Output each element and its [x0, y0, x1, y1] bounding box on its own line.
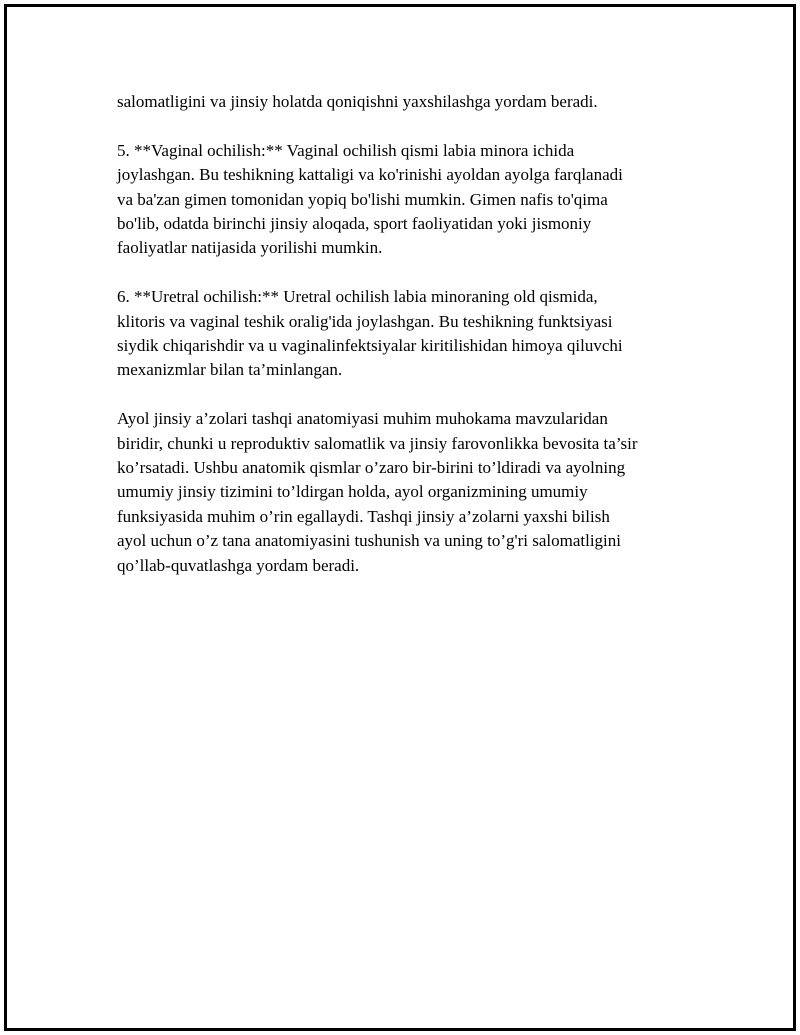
text-line: klitoris va vaginal teshik oralig'ida joylashgan. Bu teshikning funktsiyasi — [117, 311, 613, 331]
text-line: va ba'zan gimen tomonidan yopiq bo'lishi mumkin. Gimen nafis to'qima — [117, 189, 608, 209]
text-line: salomatligini va jinsiy holatda qoniqishni yaxshilashga yordam beradi. — [117, 92, 598, 111]
paragraph-conclusion — [117, 407, 717, 578]
text-line: funksiyasida muhim o’rin egallaydi. Tashqi jinsiy a’zolarni yaxshi bilish — [117, 506, 610, 526]
text-line: faoliyatlar natijasida yorilishi mumkin. — [117, 238, 383, 258]
text-line: joylashgan. Bu teshikning kattaligi va ko'rinishi ayoldan ayolga farqlanadi — [117, 165, 623, 185]
text-line: ayol uchun o’z tana anatomiyasini tushunish va uning to’g'ri salomatligini — [117, 531, 621, 551]
text-line: 5. **Vaginal ochilish:** Vaginal ochilish qismi labia minora ichida — [117, 140, 575, 160]
text-line: bo'lib, odatda birinchi jinsiy aloqada, sport faoliyatidan yoki jismoniy — [117, 214, 592, 234]
document-body — [117, 90, 717, 602]
paragraph-intro-continuation — [117, 90, 717, 114]
text-line: 6. **Uretral ochilish:** Uretral ochilish labia minoraning old qismida, — [117, 287, 598, 307]
text-line: qo’llab-quvatlashga yordam beradi. — [117, 555, 360, 575]
text-line: ko’rsatadi. Ushbu anatomik qismlar o’zaro bir-birini to’ldiradi va ayolning — [117, 458, 626, 478]
text-line: umumiy jinsiy tizimini to’ldirgan holda, ayol organizmining umumiy — [117, 482, 588, 502]
paragraph-vaginal-ochilish — [117, 139, 717, 261]
paragraph-uretral-ochilish — [117, 285, 717, 383]
text-line: mexanizmlar bilan ta’minlangan. — [117, 360, 343, 380]
text-line: Ayol jinsiy a’zolari tashqi anatomiyasi muhim muhokama mavzularidan — [117, 409, 608, 429]
text-line: siydik chiqarishdir va u vaginalinfektsiyalar kiritilishidan himoya qiluvchi — [117, 336, 623, 356]
text-line: biridir, chunki u reproduktiv salomatlik va jinsiy farovonlikka bevosita ta’sir — [117, 433, 638, 453]
